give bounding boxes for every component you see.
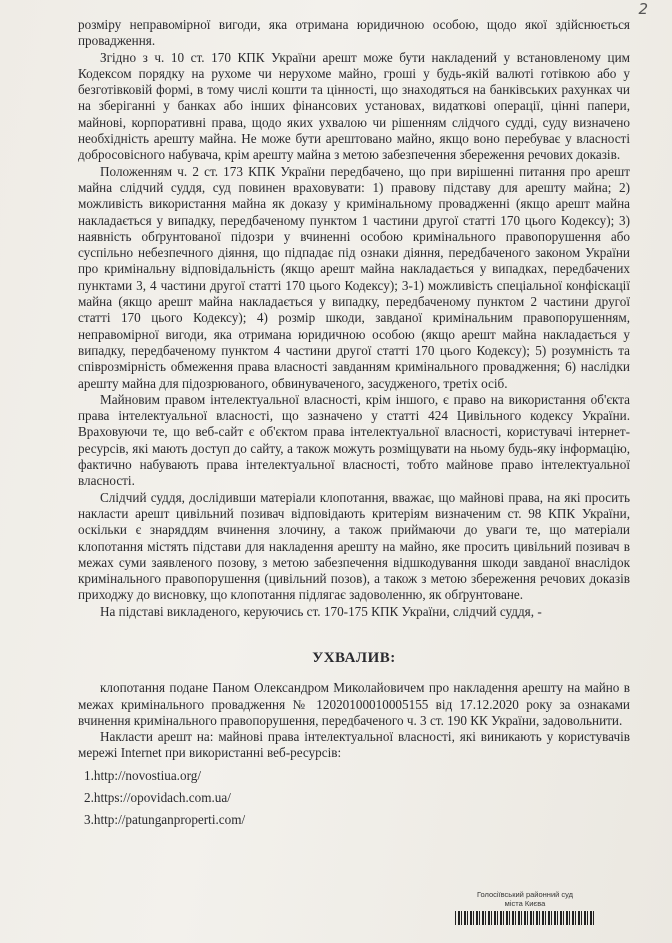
- ruling-motion: клопотання подане Паном Олександром Миколайовичем про накладення арешту на майно в межах кримінального провадження № 12020100010005155 від 17.12.2020 року за ознаками вчинення кримінального правопорушення, передбаченого ч. 3 ст. 190 КК України, задовольнити.: [78, 680, 630, 728]
- stamp-court-name: Голосіївський районний суд: [476, 890, 574, 899]
- paragraph-grounds: На підставі викладеного, керуючись ст. 170-175 КПК України, слідчий суддя, -: [100, 603, 542, 619]
- ruling-arrest: Накласти арешт на: майнові права інтелектуальної власності, які виникають у користувачів мережі Internet при використанні веб-ресурсів:: [78, 729, 630, 761]
- barcode: [455, 911, 595, 925]
- court-stamp: [455, 890, 595, 925]
- document-body: [78, 17, 630, 832]
- stamp-city: міста Києва: [504, 899, 546, 908]
- paragraph-article-173: Положенням ч. 2 ст. 173 КПК України передбачено, що при вирішенні питання про арешт майна слідчий суддя, суд повинен враховувати: 1) правову підставу для арешту майна; 2) можливість використання майна як доказу у кримінальному провадженні (якщо арешт майна накладається у випадку, передбаченому пунктом 1 частини другої статті 170 цього Кодексу); 3) наявність обґрунтованої підозри у вчиненні особою кримінального правопорушення або суспільно небезпечного діяння, що підпадає під ознаки діяння, передбаченого законом України про кримінальну відповідальність (якщо арешт майна накладається у випадках, передбачених пунктами 3, 4 частини другої статті 170 цього Кодексу); 3-1) можливість спеціальної конфіскації майна (якщо арешт майна накладається у випадку, передбаченому пунктом 2 частини другої статті 170 цього Кодексу); 4) розмір шкоди, завданої кримінальним правопорушенням, неправомірної вигоди, яка отримана юридичною особою (якщо арешт майна накладається у випадку, передбаченому пунктом 4 частини другої статті 170 цього Кодексу); 5) розумність та співрозмірність обмеження права власності завданням кримінального провадження; 6) наслідки арешту майна для підозрюваного, обвинуваченого, засудженого, третіх осіб.: [78, 163, 630, 391]
- paragraph-article-170: Згідно з ч. 10 ст. 170 КПК України арешт може бути накладений у встановленому цим Кодексом порядку на рухоме чи нерухоме майно, гроші у будь-якій валюті готівкою або у безготівковій формі, в тому числі кошти та цінності, що знаходяться на банківських рахунках чи на зберіганні у банках або інших фінансових установах, видаткові операції, цінні папери, майнові, корпоративні права, щодо яких ухвалою чи рішенням слідчого судді, суду визначено необхідність арешту майна. Не може бути арештовано майно, якщо воно перебуває у власності добросовісного набувача, крім арешту майна з метою забезпечення збереження речових доказів.: [78, 49, 630, 163]
- list-item: 3.http://patunganproperti.com/: [84, 811, 246, 827]
- list-item: 1.http://novostiua.org/: [84, 767, 201, 783]
- website-list: [78, 766, 630, 830]
- list-item: 2.https://opovidach.com.ua/: [84, 789, 231, 805]
- paragraph-ip-rights: Майновим правом інтелектуальної власності, крім іншого, є право на використання об'єкта права інтелектуальної власності, що зазначено у статті 424 Цивільного кодексу України. Враховуючи те, що веб-сайт є об'єктом права інтелектуальної власності, користувачі інтернет-ресурсів, які мають доступ до сайту, а також можуть розміщувати на ньому будь-яку інформацію, фактично набувають права інтелектуальної власності, тобто майнове право інтелектуальної власності.: [78, 391, 630, 489]
- paragraph-continuation: розміру неправомірної вигоди, яка отримана юридичною особою, щодо якої здійснюється провадження.: [78, 17, 630, 49]
- paragraph-judge-assessment: Слідчий суддя, дослідивши матеріали клопотання, вважає, що майнові права, на які просить накласти арешт цивільний позивач відповідають критеріям визначеним ст. 98 КПК України, оскільки є знаряддям вчинення злочину, а також приймаючи до уваги те, що матеріали клопотання містять підстави для накладення арешту на майно, яке просить цивільний позивач в межах суми заявленого позову, з метою забезпечення відшкодування шкоди завданої внаслідок кримінального правопорушення (цивільний позов), а також з метою збереження речових доказів приходжу до висновку, що клопотання підлягає задоволенню, як обґрунтоване.: [78, 489, 630, 603]
- ruling-heading: УХВАЛИВ:: [312, 649, 396, 666]
- page-number: 2: [638, 0, 648, 18]
